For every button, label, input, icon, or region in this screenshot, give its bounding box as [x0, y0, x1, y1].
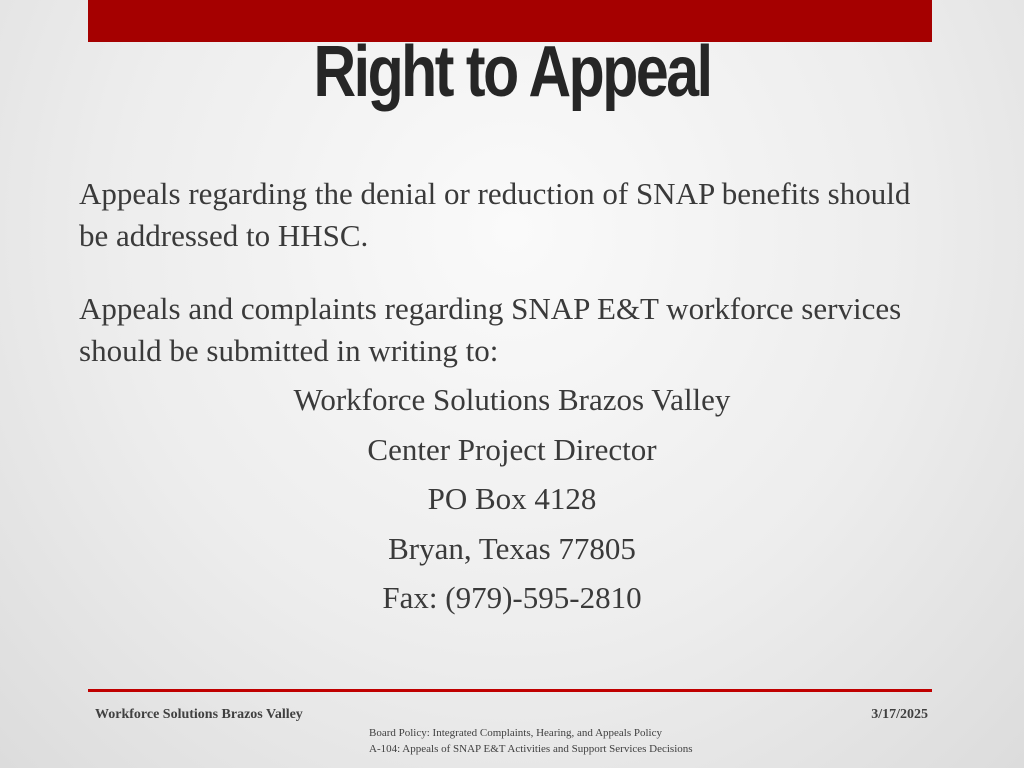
paragraph-snap-et-appeals: Appeals and complaints regarding SNAP E&T workforce services should be submitted in writing to:	[79, 291, 902, 368]
address-po-box: PO Box 4128	[427, 481, 597, 516]
paragraph-hhsc-appeals: Appeals regarding the denial or reduction of SNAP benefits should be addressed to HHSC.	[79, 176, 911, 253]
address-city-state-zip: Bryan, Texas 77805	[388, 530, 636, 566]
footer-policy-line-1: Board Policy: Integrated Complaints, Hearing, and Appeals Policy	[369, 727, 662, 739]
footer-date: 3/17/2025	[871, 707, 928, 722]
footer-policy-line-2: A-104: Appeals of SNAP E&T Activities and Support Services Decisions	[369, 743, 693, 755]
footer-organization: Workforce Solutions Brazos Valley	[95, 707, 303, 722]
address-organization: Workforce Solutions Brazos Valley	[293, 382, 731, 417]
mailing-address	[0, 375, 1024, 623]
slide-title: Right to Appeal	[313, 32, 711, 112]
footer-divider	[88, 689, 932, 692]
address-recipient: Center Project Director	[367, 431, 657, 467]
footer-policy-reference	[369, 725, 693, 757]
address-fax: Fax: (979)-595-2810	[382, 580, 642, 615]
